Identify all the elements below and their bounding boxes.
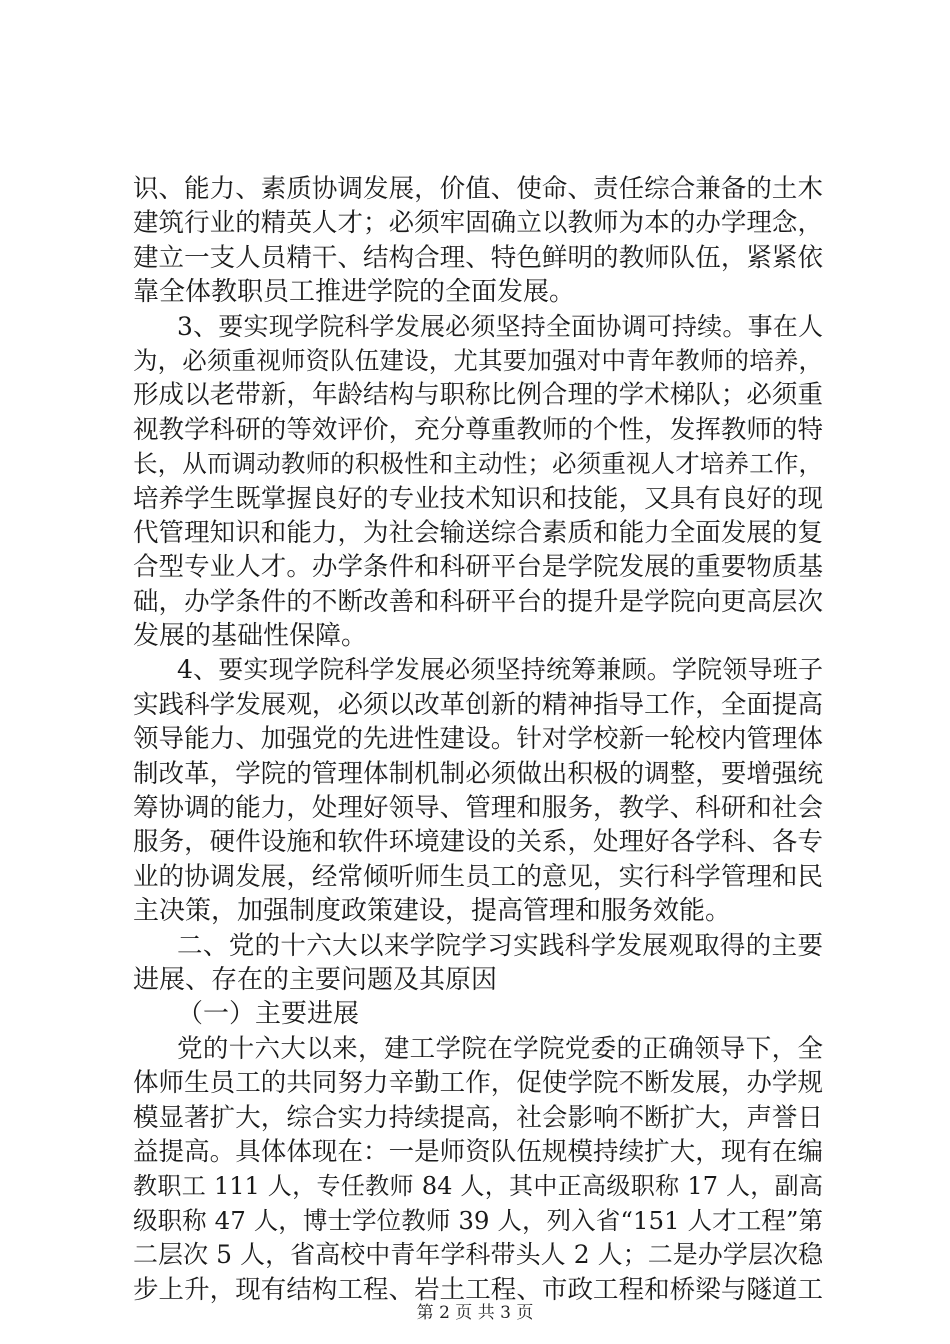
text-line: 3、要实现学院科学发展必须坚持全面协调可持续。事在人 xyxy=(177,311,823,341)
text-line: 主决策，加强制度政策建设，提高管理和服务效能。 xyxy=(133,896,732,927)
text-line: 长，从而调动教师的积极性和主动性；必须重视人才培养工作， xyxy=(133,449,823,479)
text-line: （一）主要进展 xyxy=(177,999,360,1030)
text-line: 级职称 47 人，博士学位教师 39 人，列入省“151 人才工程”第 xyxy=(133,1205,823,1235)
text-line: 筹协调的能力，处理好领导、管理和服务，教学、科研和社会 xyxy=(133,793,823,824)
text-line: 靠全体教职员工推进学院的全面发展。 xyxy=(133,277,576,308)
page-footer: 第 2 页 共 3 页 xyxy=(416,1303,534,1323)
text-line: 视教学科研的等效评价，充分尊重教师的个性，发挥教师的特 xyxy=(133,414,823,445)
text-line: 领导能力、加强党的先进性建设。针对学校新一轮校内管理体 xyxy=(133,724,823,755)
text-line: 为，必须重视师资队伍建设，尤其要加强对中青年教师的培养， xyxy=(133,345,823,375)
text-line: 教职工 111 人，专任教师 84 人，其中正高级职称 17 人，副高 xyxy=(133,1172,823,1201)
text-line: 识、能力、素质协调发展，价值、使命、责任综合兼备的土木 xyxy=(133,174,823,204)
text-line: 体师生员工的共同努力辛勤工作，促使学院不断发展，办学规 xyxy=(133,1068,823,1099)
text-line: 制改革，学院的管理体制机制必须做出积极的调整，要增强统 xyxy=(133,758,823,789)
text-line: 4、要实现学院科学发展必须坚持统筹兼顾。学院领导班子 xyxy=(177,655,823,685)
text-line: 合型专业人才。办学条件和科研平台是学院发展的重要物质基 xyxy=(133,552,823,583)
text-line: 建筑行业的精英人才；必须牢固确立以教师为本的办学理念， xyxy=(133,208,823,239)
text-line: 形成以老带新，年龄结构与职称比例合理的学术梯队；必须重 xyxy=(133,380,823,411)
text-line: 服务，硬件设施和软件环境建设的关系，处理好各学科、各专 xyxy=(133,827,823,858)
text-line: 业的协调发展，经常倾听师生员工的意见，实行科学管理和民 xyxy=(133,861,823,892)
text-line: 二、党的十六大以来学院学习实践科学发展观取得的主要 xyxy=(177,930,823,961)
document-body xyxy=(133,172,823,1307)
text-line: 础，办学条件的不断改善和科研平台的提升是学院向更高层次 xyxy=(133,586,823,617)
text-line: 模显著扩大，综合实力持续提高，社会影响不断扩大，声誉日 xyxy=(133,1102,823,1133)
text-line: 代管理知识和能力，为社会输送综合素质和能力全面发展的复 xyxy=(133,517,823,548)
text-line: 益提高。具体体现在：一是师资队伍规模持续扩大，现有在编 xyxy=(133,1136,823,1167)
text-line: 建立一支人员精干、结构合理、特色鲜明的教师队伍，紧紧依 xyxy=(133,242,823,273)
text-line: 步上升，现有结构工程、岩土工程、市政工程和桥梁与隧道工 xyxy=(133,1274,823,1305)
text-line: 发展的基础性保障。 xyxy=(133,621,368,652)
text-line: 培养学生既掌握良好的专业技术知识和技能，又具有良好的现 xyxy=(133,483,823,514)
text-line: 二层次 5 人，省高校中青年学科带头人 2 人；二是办学层次稳 xyxy=(133,1240,823,1270)
text-line: 实践科学发展观，必须以改革创新的精神指导工作，全面提高 xyxy=(133,689,823,720)
text-line: 进展、存在的主要问题及其原因 xyxy=(133,964,498,995)
text-line: 党的十六大以来，建工学院在学院党委的正确领导下，全 xyxy=(177,1033,823,1064)
